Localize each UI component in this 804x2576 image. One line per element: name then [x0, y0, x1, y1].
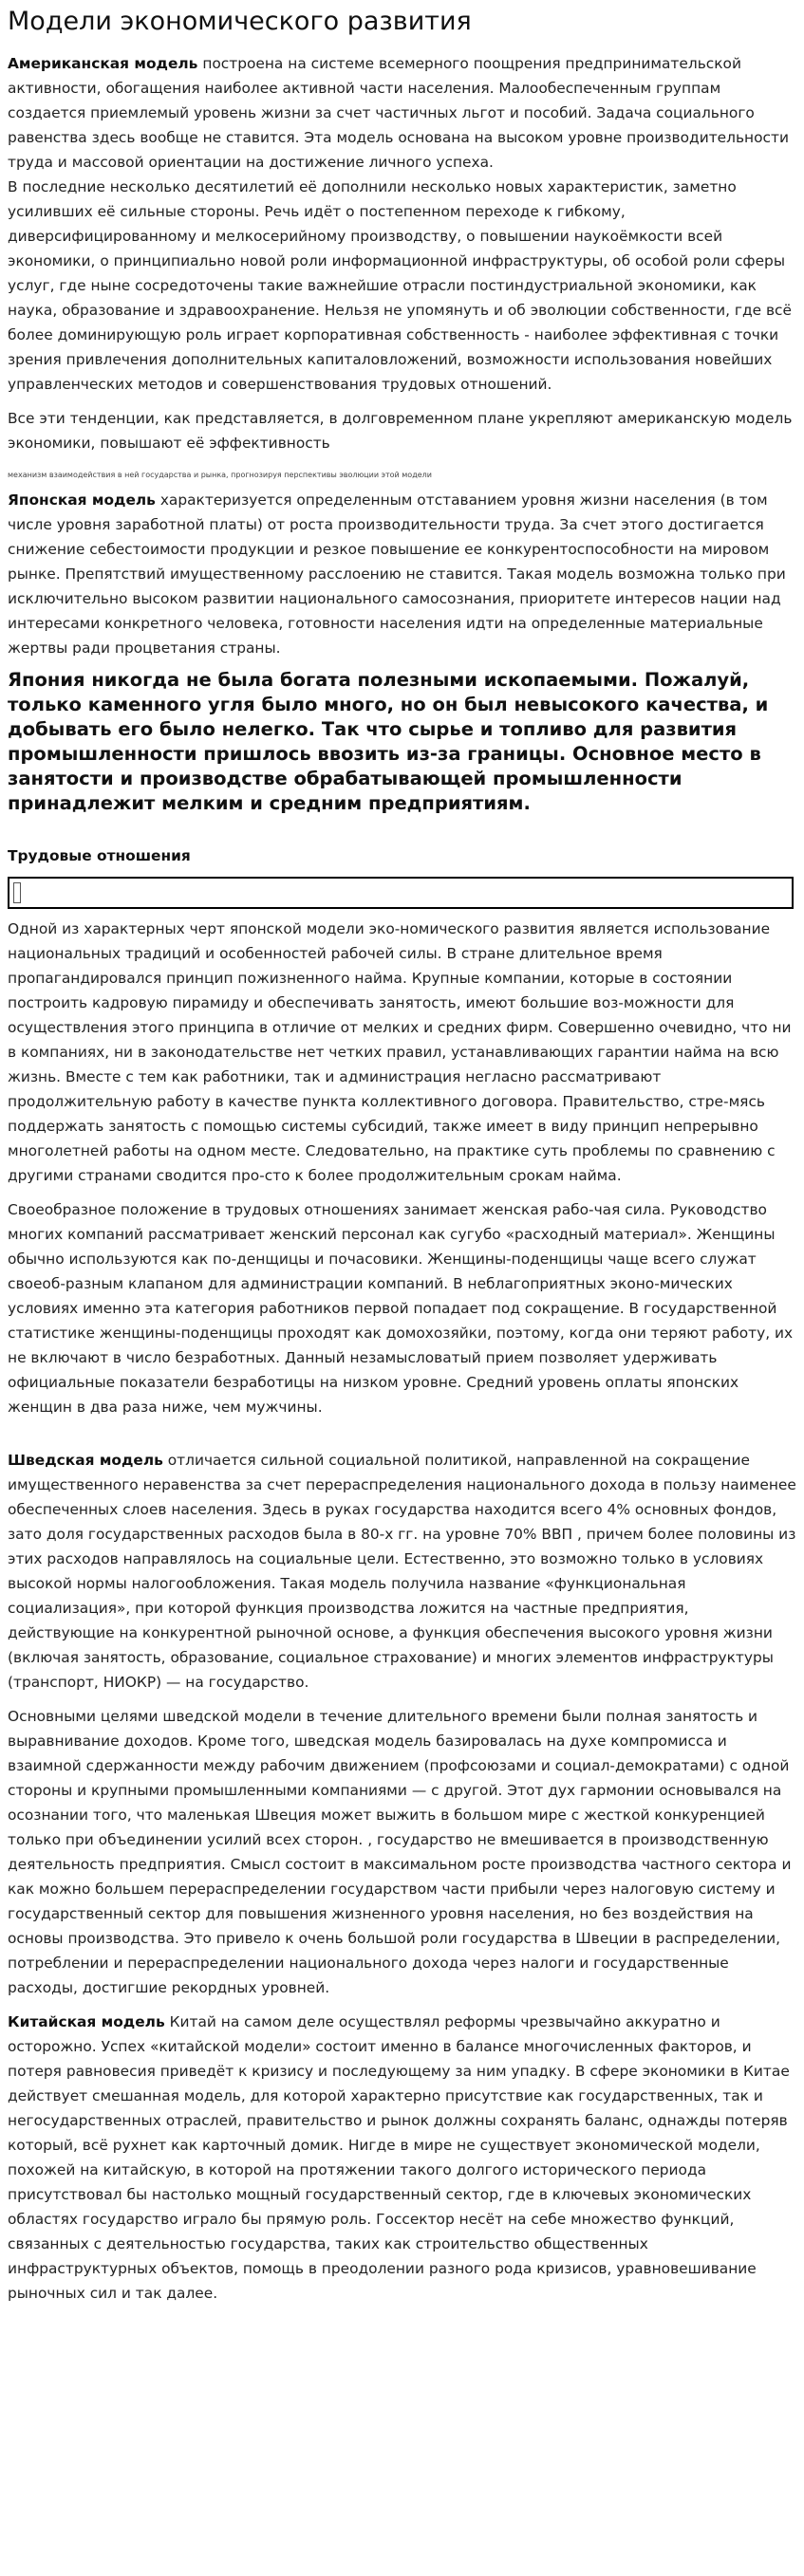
- chinese-model-term: Китайская модель: [8, 2013, 165, 2030]
- text-cursor-icon: [13, 882, 21, 903]
- labor-relations-heading: Трудовые отношения: [8, 847, 191, 864]
- text-input-field[interactable]: [8, 877, 794, 909]
- american-model-evolution-paragraph: В последние несколько десятилетий её дополнили несколько новых характеристик, заметно усиливших её сильные стороны. Речь идёт о постепенном переходе к гибкому, диверсифицированному и мелкосерийному производству, о повышении наукоёмкости всей экономики, о принципиально новой роли информационной инфраструктуры, об особой роли сферы услуг, где ныне сосредоточены такие важнейшие отрасли постиндустриальной экономики, как наука, образование и здравоохранение. Нельзя не упомянуть и об эволюции собственности, где всё более доминирующую роль играет корпоративная собственность - наиболее эффективная с точки зрения привлечения дополнительных капиталовложений, возможности использования новейших управленческих методов и совершенствования трудовых отношений.: [8, 178, 792, 393]
- swedish-model-text: отличается сильной социальной политикой, направленной на сокращение имущественного неравенства за счет перераспределения национального дохода в пользу наименее обеспеченных слоев населения. Здесь в руках государства находится всего 4% основных фондов, зато доля государственных расходов была в 80-х гг. на уровне 70% ВВП , причем более половины из этих расходов направлялось на социальные цели. Естественно, это возможно только в условиях высокой нормы налогообложения. Такая модель получила название «функциональная социализация», при которой функция производства ложится на частные предприятия, действующие на конкурентной рыночной основе, а функция обеспечения высокого уровня жизни (включая занятость, образование, социальное страхование) и многих элементов инфраструктуры (транспорт, НИОКР) — на государство.: [8, 1452, 796, 1691]
- chinese-model-paragraph: [8, 2010, 796, 2306]
- japanese-model-paragraph: [8, 488, 796, 660]
- american-model-paragraph: [8, 51, 796, 175]
- american-model-trends-paragraph: Все эти тенденции, как представляется, в долговременном плане укрепляют американскую модель экономики, повышают её эффективность: [8, 410, 793, 452]
- japanese-women-labor-paragraph: Своеобразное положение в трудовых отношениях занимает женская рабо-чая сила. Руководство многих компаний рассматривает женский персонал как сугубо «расходный материал». Женщины обычно используются как по-денщицы и почасовики. Женщины-поденщицы чаще всего служат своеоб-разным клапаном для администрации компаний. В неблагоприятных эконо-мических условиях именно эта категория работников первой попадает под сокращение. В государственной статистике женщины-поденщицы проходят как домохозяйки, поэтому, когда они теряют работу, их не включают в число безработных. Данный незамысловатый прием позволяет удерживать официальные показатели безработицы на низком уровне. Средний уровень оплаты японских женщин в два раза ниже, чем мужчины.: [8, 1201, 794, 1416]
- american-model-term: Американская модель: [8, 55, 198, 72]
- japanese-model-term: Японская модель: [8, 491, 156, 509]
- swedish-model-paragraph: [8, 1448, 796, 1695]
- swedish-model-goals-paragraph: Основными целями шведской модели в течение длительного времени были полная занятость и выравнивание доходов. Кроме того, шведская модель базировалась на духе компромисса и взаимной сдержанности между рабочим движением (профсоюзами и социал-демократами) с одной стороны и крупными промышленными компаниями — с другой. Этот дух гармонии основывался на осознании того, что маленькая Швеция может выжить в большом мире с жесткой конкуренцией только при объединении усилий всех сторон. , государство не вмешивается в производственную деятельность предприятия. Смысл состоит в максимальном росте производства частного сектора и как можно большем перераспределении государством части прибыли через налоговую систему и государственный сектор для повышения жизненного уровня населения, но без воздействия на основы производства. Это привело к очень большой роли государства в Швеции в распределении, потреблении и перераспределении национального дохода через налоги и государственные расходы, достигшие рекордных уровней.: [8, 1708, 792, 1996]
- swedish-model-term: Шведская модель: [8, 1452, 163, 1469]
- chinese-model-text: Китай на самом деле осуществлял реформы чрезвычайно аккуратно и осторожно. Успех «китайской модели» состоит именно в балансе многочисленных факторов, и потеря равновесия приведёт к кризису и последующему за ним упадку. В сфере экономики в Китае действует смешанная модель, для которой характерно присутствие как государственных, так и негосударственных отраслей, правительство и рынок должны сохранять баланс, однажды потеряв который, всё рухнет как карточный домик. Нигде в мире не существует экономической модели, похожей на китайскую, в которой на протяжении такого долгого исторического периода присутствовал бы настолько мощный государственный сектор, где в ключевых экономических областях государство играло бы прямую роль. Госсектор несёт на себе множество функций, связанных с деятельностью государства, таких как строительство общественных инфраструктурных объектов, помощь в преодолении разного рода кризисов, уравновешивание рыночных сил и так далее.: [8, 2013, 790, 2302]
- japanese-model-text: характеризуется определенным отставанием уровня жизни населения (в том числе уровня заработной платы) от роста производительности труда. За счет этого достигается снижение себестоимости продукции и резкое повышение ее конкурентоспособности на мировом рынке. Препятствий имущественному расслоению не ставится. Такая модель возможна только при исключительно высоком развитии национального самосознания, приоритете интересов нации над интересами конкретного человека, готовности населения идти на определенные материальные жертвы ради процветания страны.: [8, 491, 786, 657]
- small-print-note: механизм взаимодействия в ней государства и рынка, прогнозируя перспективы эволюции этой модели: [8, 471, 432, 479]
- american-model-text: построена на системе всемерного поощрения предпринимательской активности, обогащения наиболее активной части населения. Малообеспеченным группам создается приемлемый уровень жизни за счет частичных льгот и пособий. Задача социального равенства здесь вообще не ставится. Эта модель основана на высоком уровне производительности труда и массовой ориентации на достижение личного успеха.: [8, 55, 789, 171]
- japanese-labor-paragraph: Одной из характерных черт японской модели эко-номического развития является использование национальных традиций и особенностей рабочей силы. В стране длительное время пропагандировался принцип пожизненного найма. Крупные компании, которые в состоянии построить кадровую пирамиду и обеспечивать занятость, имеют большие воз-можности для осуществления этого принципа в отличие от мелких и средних фирм. Совершенно очевидно, что ни в компаниях, ни в законодательстве нет четких правил, устанавливающих гарантии найма на всю жизнь. Вместе с тем как работники, так и администрация негласно рассматривают продолжительную работу в качестве пункта коллективного договора. Правительство, стре-мясь поддержать занятость с помощью системы субсидий, также имеет в виду принцип непрерывно многолетней работы на одном месте. Следовательно, на практике суть проблемы по сравнению с другими странами сводится про-сто к более продолжительным срокам найма.: [8, 920, 792, 1184]
- japan-resources-highlight: Япония никогда не была богата полезными ископаемыми. Пожалуй, только каменного угля было много, но он был невысокого качества, и добывать его было нелегко. Так что сырье и топливо для развития промышленности пришлось ввозить из-за границы. Основное место в занятости и производстве обрабатывающей промышленности принадлежит мелким и средним предприятиям.: [8, 669, 769, 814]
- text-input[interactable]: [23, 880, 790, 905]
- page-title: Модели экономического развития: [8, 7, 472, 36]
